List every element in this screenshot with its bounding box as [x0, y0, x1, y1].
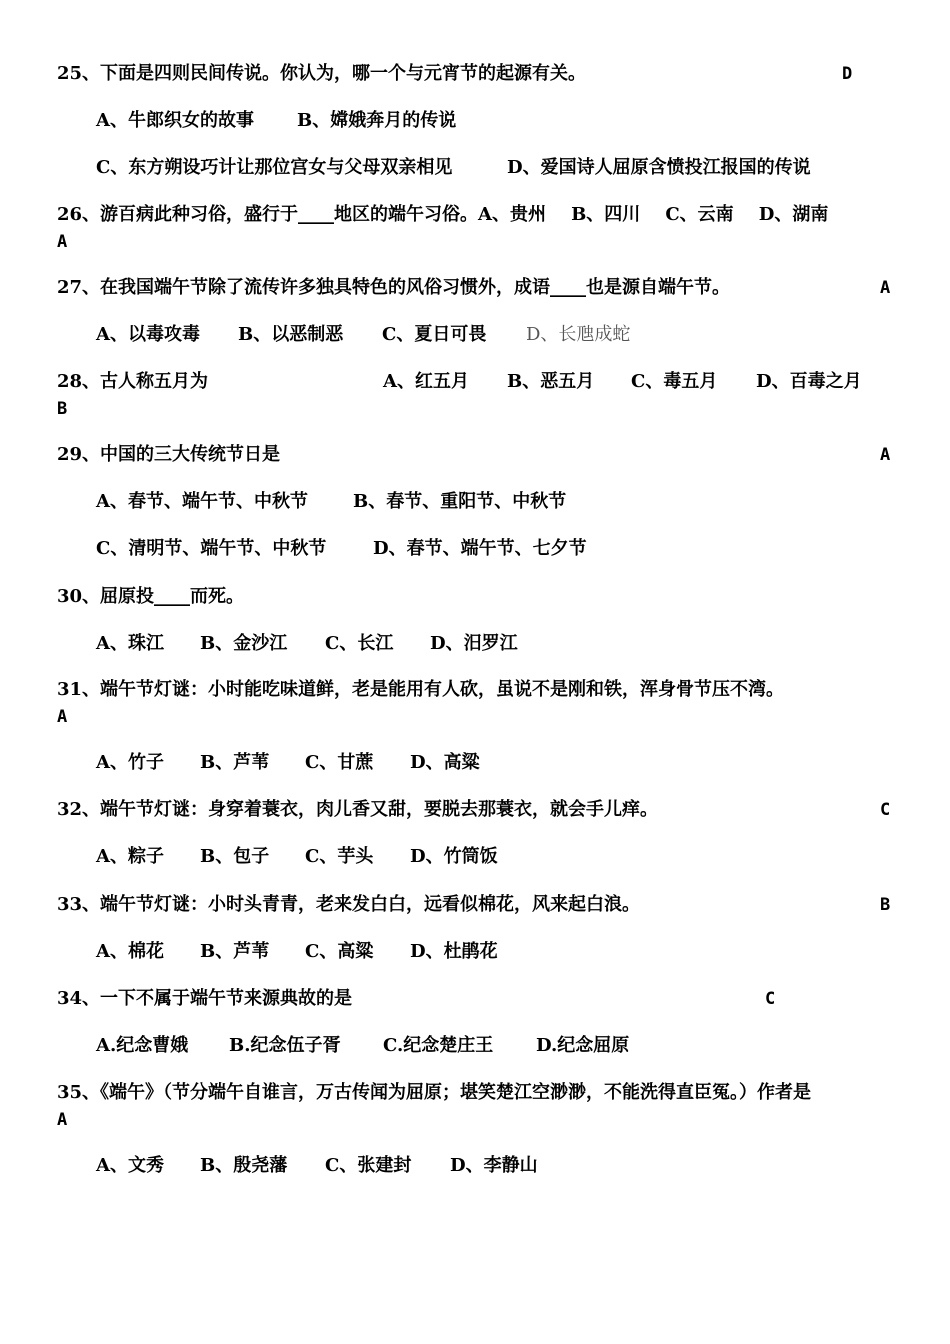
question-26: 26、游百病此种习俗，盛行于____地区的端午习俗。A、贵州 B、四川 C、云南 D、湖南 [57, 204, 829, 225]
option-30-b: B、金沙江 [200, 633, 288, 654]
question-28: 28、古人称五月为 [57, 371, 209, 392]
option-28-b: B、恶五月 [507, 371, 595, 392]
option-35-b: B、殷尧藩 [200, 1155, 288, 1176]
answer-25: D [842, 64, 853, 84]
option-29-a: A、春节、端午节、中秋节 [96, 491, 308, 512]
question-30: 30、屈原投____而死。 [57, 586, 245, 607]
question-27: 27、在我国端午节除了流传许多独具特色的风俗习惯外，成语____也是源自端午节。 [57, 277, 731, 298]
option-25-a: A、牛郎织女的故事 [96, 110, 254, 131]
answer-26: A [57, 232, 68, 252]
option-30-c: C、长江 [325, 633, 394, 654]
answer-29: A [880, 445, 891, 465]
option-35-a: A、文秀 [96, 1155, 164, 1176]
option-25-c: C、东方朔设巧计让那位宫女与父母双亲相见 [96, 157, 453, 178]
option-27-b: B、以恶制恶 [238, 324, 344, 345]
option-27-d: D、长虺成蛇 [526, 324, 631, 345]
option-30-d: D、汨罗江 [430, 633, 518, 654]
option-31-a: A、竹子 [96, 752, 164, 773]
option-29-c: C、清明节、端午节、中秋节 [96, 538, 327, 559]
option-27-c: C、夏日可畏 [382, 324, 487, 345]
option-33-b: B、芦苇 [200, 941, 270, 962]
answer-33: B [880, 895, 891, 915]
option-35-c: C、张建封 [325, 1155, 412, 1176]
option-35-d: D、李静山 [450, 1155, 538, 1176]
answer-35: A [57, 1110, 68, 1130]
option-34-c: C.纪念楚庄王 [383, 1035, 494, 1056]
question-25: 25、下面是四则民间传说。你认为，哪一个与元宵节的起源有关。 [57, 63, 587, 84]
option-32-c: C、芋头 [305, 846, 374, 867]
option-33-c: C、高粱 [305, 941, 374, 962]
option-29-d: D、春节、端午节、七夕节 [373, 538, 587, 559]
option-27-a: A、以毒攻毒 [96, 324, 200, 345]
question-34: 34、一下不属于端午节来源典故的是 [57, 988, 353, 1009]
option-32-b: B、包子 [200, 846, 270, 867]
option-30-a: A、珠江 [96, 633, 164, 654]
option-33-a: A、棉花 [96, 941, 164, 962]
question-31: 31、端午节灯谜：小时能吃味道鲜，老是能用有人砍，虽说不是刚和铁，浑身骨节压不湾。 [57, 679, 785, 700]
option-33-d: D、杜鹃花 [410, 941, 498, 962]
answer-27: A [880, 278, 891, 298]
answer-31: A [57, 707, 68, 727]
option-31-d: D、高粱 [410, 752, 480, 773]
option-34-b: B.纪念伍子胥 [229, 1035, 341, 1056]
option-25-d: D、爱国诗人屈原含愤投江报国的传说 [507, 157, 811, 178]
option-32-d: D、竹筒饭 [410, 846, 498, 867]
option-32-a: A、粽子 [96, 846, 164, 867]
question-35: 35、《端午》（节分端午自谁言，万古传闻为屈原；堪笑楚江空渺渺，不能洗得直臣冤。）作者是 [57, 1082, 812, 1103]
option-28-c: C、毒五月 [631, 371, 718, 392]
question-32: 32、端午节灯谜：身穿着蓑衣，肉儿香又甜，要脱去那蓑衣，就会手儿痒。 [57, 799, 659, 820]
option-28-a: A、红五月 [383, 371, 469, 392]
question-33: 33、端午节灯谜：小时头青青，老来发白白，远看似棉花，风来起白浪。 [57, 894, 641, 915]
option-31-c: C、甘蔗 [305, 752, 374, 773]
option-34-d: D.纪念屈原 [536, 1035, 630, 1056]
option-25-b: B、嫦娥奔月的传说 [297, 110, 457, 131]
option-34-a: A.纪念曹娥 [96, 1035, 189, 1056]
option-28-d: D、百毒之月 [756, 371, 862, 392]
option-29-b: B、春节、重阳节、中秋节 [353, 491, 567, 512]
question-29: 29、中国的三大传统节日是 [57, 444, 281, 465]
answer-34: C [765, 989, 776, 1009]
option-31-b: B、芦苇 [200, 752, 270, 773]
answer-28: B [57, 399, 68, 419]
answer-32: C [880, 800, 891, 820]
